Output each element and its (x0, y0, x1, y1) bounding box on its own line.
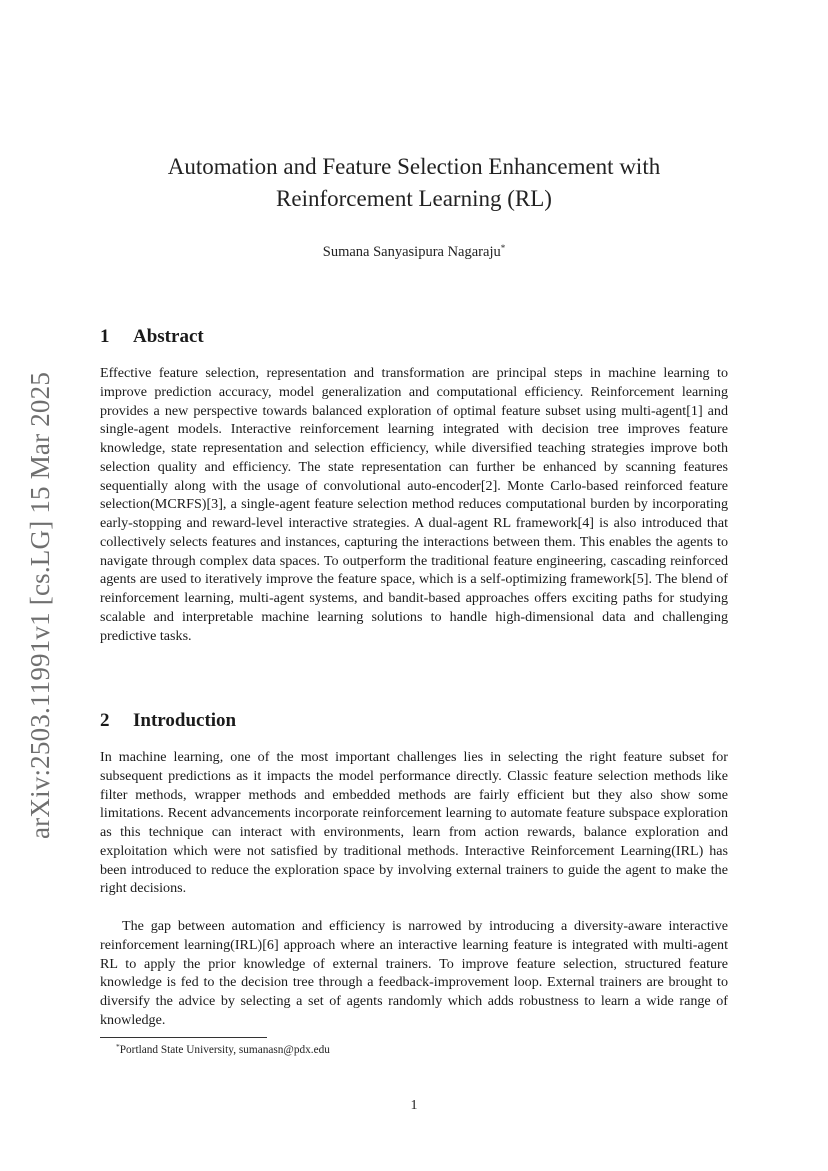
paper-title-line-2: Reinforcement Learning (RL) (276, 186, 552, 211)
author-name: Sumana Sanyasipura Nagaraju (322, 244, 501, 260)
paper-title-line-1: Automation and Feature Selection Enhancement with (167, 154, 661, 179)
footnote (116, 1042, 330, 1056)
introduction-paragraph-2: The gap between automation and efficiency is narrowed by introducing a diversity-aware interactive reinforcement learning(IRL)[6] approach where an interactive learning feature is integrated with multi-agent RL to apply the prior knowledge of external trainers. To improve feature selection, structured feature knowledge is fed to the decision tree through a feedback-improvement loop. External trainers are brought to diversify the advice by selecting a set of agents randomly which adds robustness to learn a wide range of knowledge. (100, 918, 728, 1028)
section-heading-abstract (100, 326, 204, 348)
abstract-paragraph: Effective feature selection, representation and transformation are principal steps in machine learning to improve prediction accuracy, model generalization and computational efficiency. Reinforcement learning provides a new perspective towards balanced exploration of optimal feature subset using multi-agent[1] and single-agent models. Interactive reinforcement learning integrated with decision tree improves feature knowledge, state representation and selection efficiency, while diversified teaching strategies improve both selection quality and efficiency. The state representation can further be enhanced by scanning features sequentially along with the usage of convolutional auto-encoder[2]. Monte Carlo-based reinforced feature selection(MCRFS)[3], a single-agent feature selection method reduces computational burden by incorporating early-stopping and reward-level interactive strategies. A dual-agent RL framework[4] is also introduced that collectively selects features and instances, capturing the interactions between them. This enables the agents to navigate through complex data spaces. To outperform the traditional feature engineering, cascading reinforced agents are used to iteratively improve the feature space, which is a self-optimizing framework[5]. The blend of reinforcement learning, multi-agent systems, and bandit-based approaches offers exciting paths for studying scalable and interpretable machine learning solutions to handle high-dimensional data and challenging predictive tasks. (100, 365, 728, 644)
introduction-paragraph-1: In machine learning, one of the most important challenges lies in selecting the right feature subset for subsequent predictions as it impacts the model performance directly. Classic feature selection methods like filter methods, wrapper methods and embedded methods are fairly efficient but they also show some limitations. Recent advancements incorporate reinforcement learning to automate feature subspace exploration as this technique can interact with environments, learn from action rewards, balance exploration and exploitation which were not satisfied by traditional methods. Interactive Reinforcement Learning(IRL) has been introduced to reduce the exploration space by involving external trainers to guide the agent to make the right decisions. (100, 749, 728, 897)
arxiv-identifier-stamp: arXiv:2503.11991v1 [cs.LG] 15 Mar 2025 (25, 371, 55, 839)
author-footnote-marker: * (500, 243, 506, 253)
paper-title (100, 151, 728, 215)
page-number: 1 (410, 1098, 418, 1113)
footnote-text: Portland State University, sumanasn@pdx.edu (119, 1044, 330, 1056)
section-title: Abstract (133, 326, 204, 347)
section-number: 1 (100, 326, 110, 347)
footnote-divider (100, 1037, 267, 1038)
section-number: 2 (100, 710, 110, 731)
section-heading-introduction (100, 710, 236, 732)
section-title: Introduction (133, 710, 237, 731)
author-line (100, 243, 728, 261)
footnote-marker: * (116, 1042, 120, 1051)
